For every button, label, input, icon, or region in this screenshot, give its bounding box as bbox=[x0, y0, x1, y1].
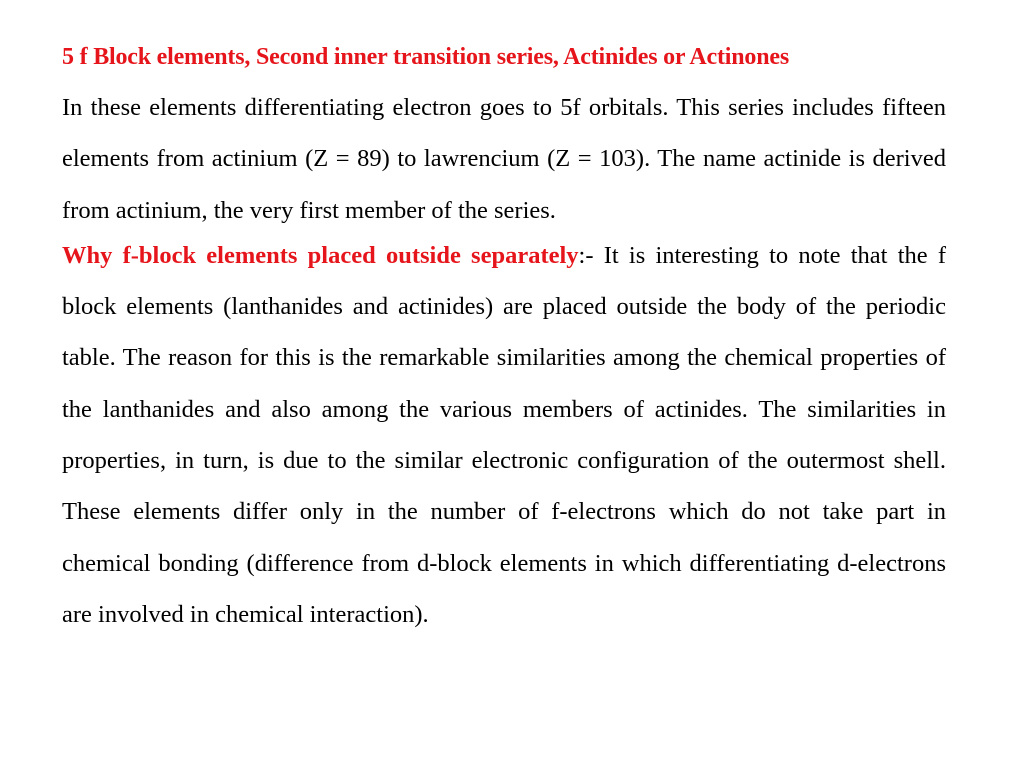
slide-title: 5 f Block elements, Second inner transition series, Actinides or Actinones bbox=[62, 44, 789, 70]
paragraph-body: It is interesting to note that the f block elements (lanthanides and actinides) are placed outside the body of the periodic table. The reason for this is the remarkable similarities among the chemical properties of the lanthanides and also among the various members of actinides. The similarities in properties, in turn, is due to the similar electronic configuration of the outermost shell. These elements differ only in the number of f-electrons which do not take part in chemical bonding (difference from d-block elements in which differentiating d-electrons are involved in chemical interaction). bbox=[62, 241, 946, 628]
section-heading: Why f-block elements placed outside separately bbox=[62, 241, 579, 269]
paragraph-actinides-intro: In these elements differentiating electron goes to 5f orbitals. This series includes fifteen elements from actinium (Z = 89) to lawrencium (Z = 103). The name actinide is derived from actinium, the very first member of the series. bbox=[62, 94, 946, 224]
heading-separator: :- bbox=[578, 241, 594, 269]
slide-content bbox=[62, 38, 946, 640]
paragraph-f-block-placement bbox=[62, 230, 946, 640]
